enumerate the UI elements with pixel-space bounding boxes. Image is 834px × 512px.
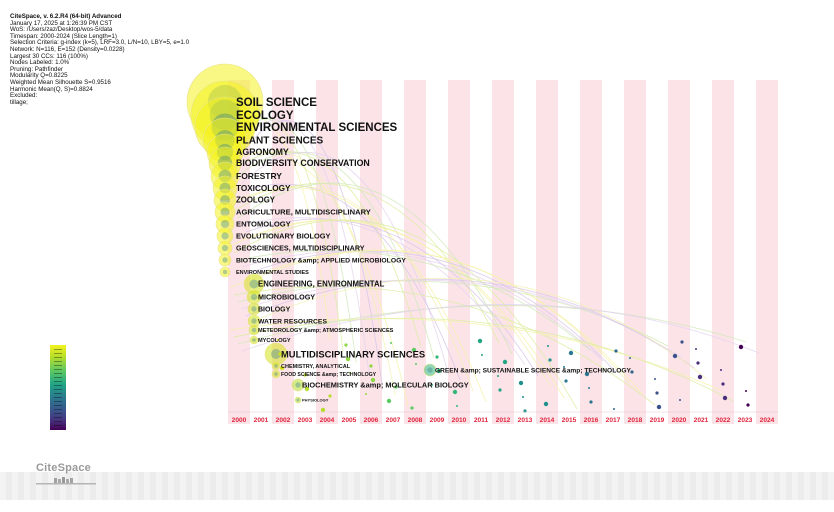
year-label: 2007 [385,417,401,424]
category-node-core [223,270,228,275]
year-label: 2013 [517,417,533,424]
minor-node[interactable] [696,361,699,364]
minor-node[interactable] [589,400,592,403]
minor-node[interactable] [415,363,417,365]
category-label: ENTOMOLOGY [236,219,291,229]
summary-line: Largest 30 CCs: 116 (100%) [10,52,88,60]
minor-node[interactable] [746,403,749,406]
category-label: BIOCHEMISTRY &amp; MOLECULAR BIOLOGY [302,380,469,390]
category-node-core [252,338,256,342]
minor-node[interactable] [721,382,724,385]
year-label: 2019 [649,417,665,424]
minor-node[interactable] [679,399,681,401]
category-node-core [221,220,229,228]
minor-node[interactable] [321,408,325,412]
minor-node[interactable] [698,375,702,379]
minor-node[interactable] [695,348,697,350]
minor-node[interactable] [723,396,727,400]
summary-line: WoS: /Users/zaz/Desktop/wos-5/data [10,26,113,34]
category-node-core [251,306,256,311]
year-label: 2016 [583,417,599,424]
minor-node[interactable] [657,405,661,409]
year-label: 2022 [715,417,731,424]
category-label: CHEMISTRY, ANALYTICAL [281,363,351,370]
minor-node[interactable] [497,375,499,377]
category-label: ENVIRONMENTAL SCIENCES [236,122,398,135]
minor-node[interactable] [481,354,483,356]
summary-line: CiteSpace, v. 6.2.R4 (64-bit) Advanced [10,13,122,20]
category-label: MICROBIOLOGY [258,292,316,302]
category-node-core [251,318,256,323]
category-node-core [297,399,300,402]
year-label: 2009 [429,417,445,424]
logo-books-icon [36,477,96,487]
minor-node[interactable] [344,343,347,346]
year-label: 2001 [253,417,269,424]
minor-node[interactable] [720,369,722,371]
category-label: BIODIVERSITY CONSERVATION [236,158,370,169]
category-node-core [222,245,228,251]
category-label: GREEN &amp; SUSTAINABLE SCIENCE &amp; TECHNOLOGY [435,367,631,375]
summary-line: tillage; [10,98,28,106]
year-label: 2018 [627,417,643,424]
minor-node[interactable] [478,339,482,343]
category-label: FORESTRY [236,170,282,181]
minor-node[interactable] [328,394,331,397]
minor-node[interactable] [387,399,391,403]
category-label: SOIL SCIENCE [236,97,317,110]
minor-node[interactable] [390,342,392,344]
year-label: 2006 [363,417,379,424]
year-label: 2014 [539,417,555,424]
minor-node[interactable] [365,393,367,395]
category-node-core [274,364,278,368]
year-label: 2023 [737,417,753,424]
category-node-core [427,367,432,372]
summary-line: Timespan: 2000-2024 (Slice Length=1) [10,32,117,40]
category-label: ENVIRONMENTAL STUDIES [236,269,309,276]
minor-node[interactable] [630,370,633,373]
citespace-logo: CiteSpace [36,462,91,474]
summary-line: Network: N=116, E=152 (Density=0.0228) [10,45,125,53]
minor-node[interactable] [739,345,743,349]
summary-line: Nodes Labeled: 1.0% [10,59,70,67]
minor-node[interactable] [519,381,523,385]
category-label: TOXICOLOGY [236,183,291,193]
minor-node[interactable] [522,396,524,398]
category-label: BIOLOGY [258,306,291,314]
summary-line: Modularity Q=0.8225 [10,72,68,80]
minor-node[interactable] [435,355,438,358]
category-label: AGRONOMY [236,147,289,158]
color-legend [50,345,66,430]
minor-node[interactable] [503,360,507,364]
minor-node[interactable] [564,379,567,382]
category-node-core [295,382,300,387]
minor-node[interactable] [569,351,573,355]
minor-node[interactable] [655,391,658,394]
category-label: MYCOLOGY [258,337,291,344]
category-label: WATER RESOURCES [258,318,327,326]
category-label: PLANT SCIENCES [236,135,324,147]
summary-line: Pruning: Pathfinder [10,65,63,73]
year-label: 2012 [495,417,511,424]
minor-node[interactable] [498,388,501,391]
year-label: 2011 [473,417,489,424]
minor-node[interactable] [680,340,683,343]
year-label: 2002 [275,417,291,424]
category-label: MULTIDISCIPLINARY SCIENCES [281,348,426,360]
year-label: 2024 [759,417,775,424]
summary-line: Weighted Mean Silhouette S=0.9516 [10,78,111,86]
category-node-core [222,257,227,262]
category-label: FOOD SCIENCE &amp; TECHNOLOGY [281,371,377,378]
minor-node[interactable] [548,358,551,361]
year-label: 2008 [407,417,423,424]
category-label: ZOOLOGY [236,195,275,205]
category-node-core [274,372,278,376]
minor-node[interactable] [654,378,656,380]
minor-node[interactable] [453,390,457,394]
category-label: PHYSIOLOGY [302,397,329,403]
summary-line: Selection Criteria: g-index (k=5), LRF=3.0, L/N=10, LBY=5, e=1.0 [10,39,190,47]
minor-node[interactable] [673,354,677,358]
year-label: 2004 [319,417,335,424]
minor-node[interactable] [547,345,549,347]
category-node-core [221,232,228,239]
category-label: ECOLOGY [236,110,294,123]
minor-node[interactable] [613,408,615,410]
year-label: 2010 [451,417,467,424]
year-stripe [756,80,778,424]
summary-line: Harmonic Mean(Q, S)=0.8824 [10,85,93,93]
minor-node[interactable] [456,405,458,407]
minor-node[interactable] [410,406,413,409]
minor-node[interactable] [369,364,372,367]
minor-node[interactable] [614,349,617,352]
year-label: 2003 [297,417,313,424]
minor-node[interactable] [588,387,590,389]
year-stripe [712,80,734,424]
category-label: ENGINEERING, ENVIRONMENTAL [258,279,385,289]
category-node-core [251,294,257,300]
category-label: METEOROLOGY &amp; ATMOSPHERIC SCIENCES [258,327,394,334]
minor-node[interactable] [544,402,548,406]
category-label: BIOTECHNOLOGY &amp; APPLIED MICROBIOLOGY [236,257,406,265]
year-label: 2015 [561,417,577,424]
year-label: 2017 [605,417,621,424]
summary-line: January 17, 2025 at 1:26:39 PM CST [10,19,113,27]
minor-node[interactable] [629,357,631,359]
category-node-core [252,328,257,333]
year-stripe [668,80,690,424]
year-label: 2005 [341,417,357,424]
summary-line: Excluded: [10,92,38,100]
category-label: EVOLUTIONARY BIOLOGY [236,231,331,241]
footer-strip [0,472,834,500]
category-label: GEOSCIENCES, MULTIDISCIPLINARY [236,243,365,253]
year-label: 2000 [231,417,247,424]
category-label: AGRICULTURE, MULTIDISCIPLINARY [236,207,371,217]
minor-node[interactable] [745,390,747,392]
year-label: 2020 [671,417,687,424]
year-label: 2021 [693,417,709,424]
